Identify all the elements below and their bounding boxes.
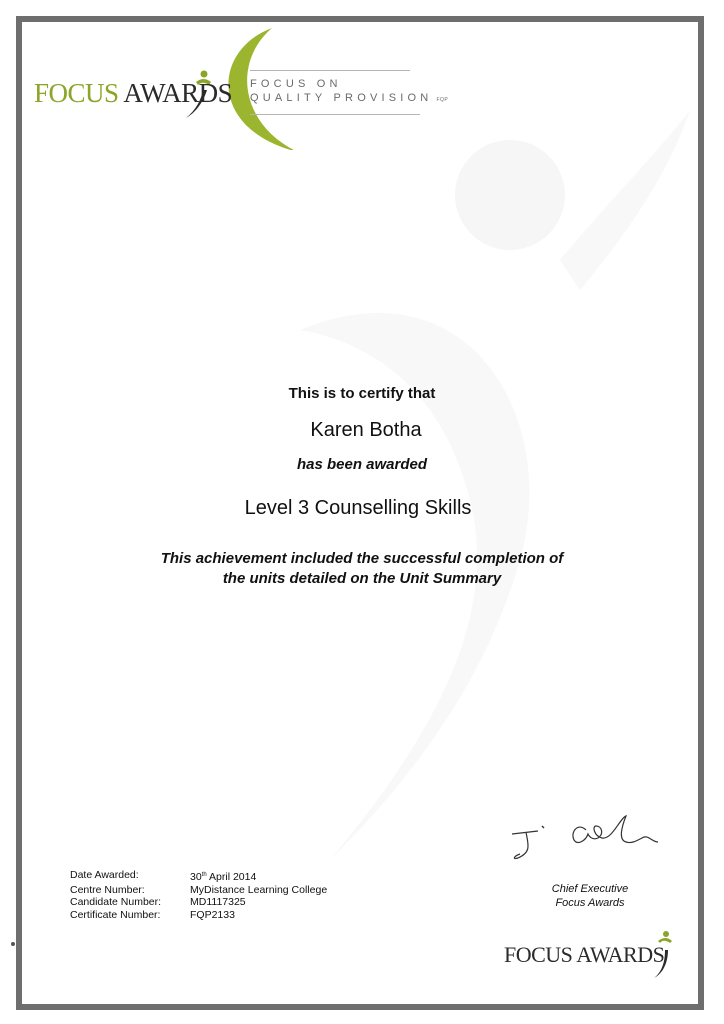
recipient-name: Karen Botha — [310, 419, 422, 441]
focus-awards-swoosh-logo — [0, 0, 470, 150]
signatory-organisation: Focus Awards — [555, 897, 625, 909]
candidate-number-value: MD1117325 — [190, 896, 246, 908]
bottom-logo-figure-icon — [650, 928, 680, 988]
centre-number-row — [70, 884, 327, 897]
tagline-line2: QUALITY PROVISION FQP — [250, 92, 449, 104]
certificate-number-value: FQP2133 — [190, 908, 235, 921]
bottom-focus-awards-logo: FOCUS AWARDS — [504, 942, 665, 967]
signature — [508, 812, 668, 872]
date-awarded-value: 30th April 2014 — [190, 871, 257, 883]
tagline-rule-bottom — [250, 114, 420, 115]
achievement-line-1: This achievement included the successful completion of — [160, 550, 564, 567]
certificate-number-row — [70, 909, 327, 922]
achievement-line-2: the units detailed on the Unit Summary — [222, 570, 502, 587]
signatory-title: Chief Executive — [551, 883, 629, 895]
qualification-title: Level 3 Counselling Skills — [244, 497, 472, 519]
candidate-number-row — [70, 896, 327, 909]
awarded-text: has been awarded — [296, 456, 428, 473]
focus-awards-logo-text: FOCUS AWARDS — [34, 78, 233, 108]
scan-mark — [11, 942, 15, 946]
centre-number-label: Centre Number: — [70, 883, 145, 896]
date-awarded-label: Date Awarded: — [70, 869, 139, 881]
candidate-number-label: Candidate Number: — [70, 896, 162, 908]
tagline-line1: FOCUS ON — [250, 78, 342, 90]
centre-number-value: MyDistance Learning College — [190, 883, 328, 896]
tagline-rule-top — [250, 70, 410, 71]
date-awarded-row — [70, 869, 327, 884]
certify-intro: This is to certify that — [288, 385, 436, 402]
certificate-number-label: Certificate Number: — [70, 908, 161, 921]
certificate-details — [70, 869, 327, 921]
